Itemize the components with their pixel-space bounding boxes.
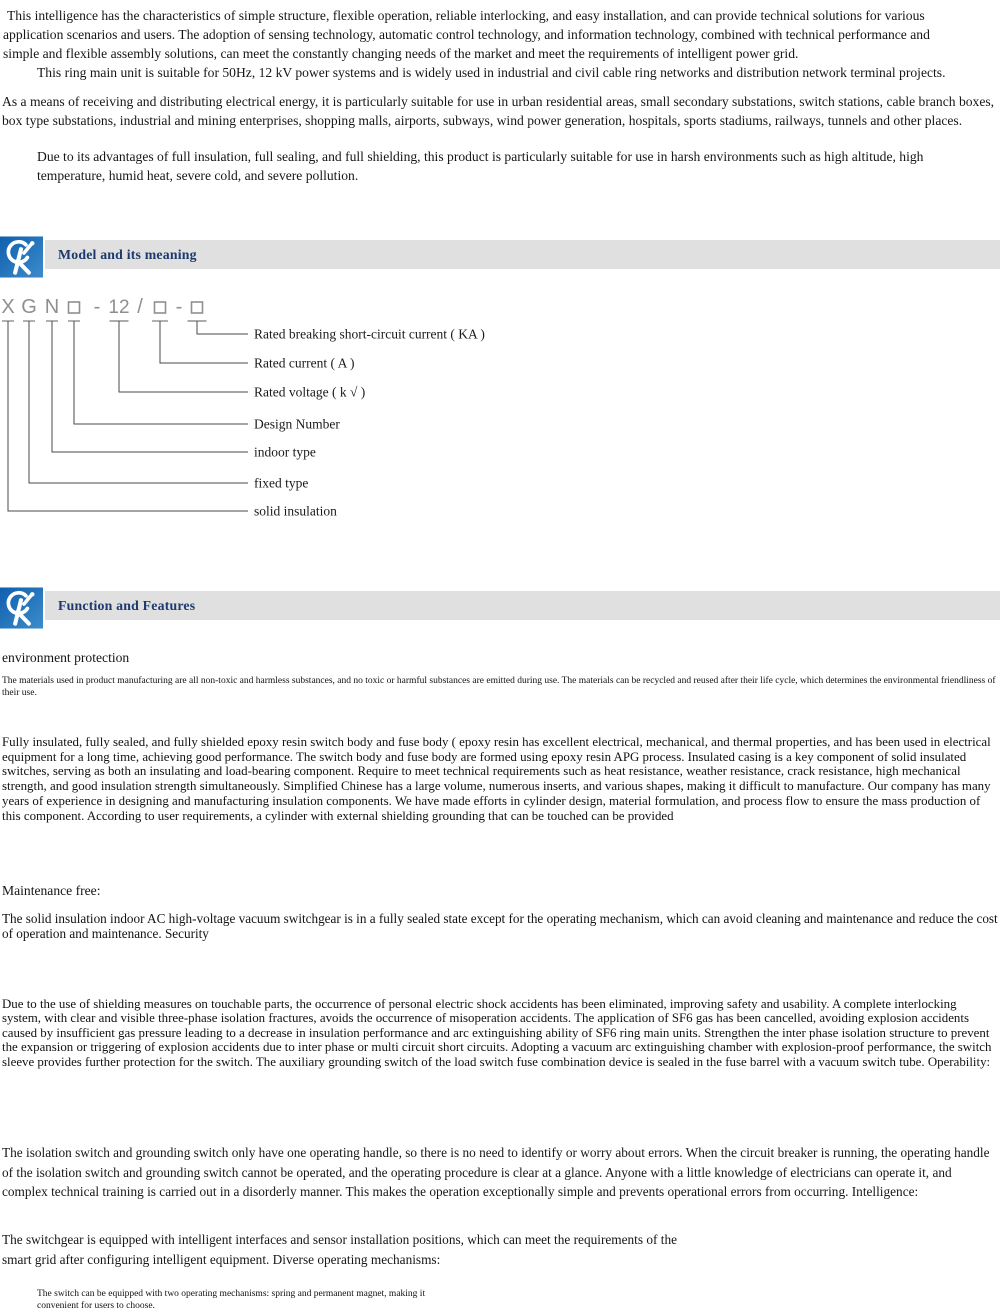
intro-paragraph-ring-main-unit: This ring main unit is suitable for 50Hz, 12 kV power systems and is widely used in industrial and civil cable ring networks and distribution network terminal projects. (37, 65, 946, 80)
brand-logo-icon (0, 587, 43, 629)
env-protection-heading: environment protection (2, 650, 130, 665)
intelligence-paragraph: The switchgear is equipped with intelligent interfaces and sensor installation positions, which can meet the requirements of the smart grid after configuring intelligent equipment. Diverse operating mechanisms: (2, 1232, 677, 1267)
section-title-features: Function and Features (58, 597, 196, 613)
model-label: Rated current ( A ) (254, 355, 355, 371)
model-label: indoor type (254, 444, 316, 460)
model-label: Rated voltage ( k √ ) (254, 384, 366, 400)
intro-paragraph-harsh-environments: Due to its advantages of full insulation, full sealing, and full shielding, this product is particularly suitable for use in harsh environments such as high altitude, high temperature, humid heat, severe cold, and severe pollution. (37, 149, 924, 183)
model-connector-line (52, 321, 248, 452)
insulation-paragraph: Fully insulated, fully sealed, and fully shielded epoxy resin switch body and fuse body ( epoxy resin has excellent electrical, mechanical, and thermal properties, and has been used in electrical equipment for a long time, achieving good performance. The switch body and fuse body are formed using epoxy resin APG process. Insulated casing is a key component of solid insulated switches, serving as both an insulating and load-bearing component. Require to meet technical requirements such as heat resistance, weather resistance, crack resistance, high mechanical strength, and good insulation strength simultaneously. Simplified Chinese has a large volume, numerous inserts, and various shapes, making it difficult to manufacture. Our company has many years of experience in designing and manufacturing insulation components. We have made efforts in cylinder design, material formulation, and process flow to ensure the mass production of this component. According to user requirements, a cylinder with external shielding grounding that can be touched can be provided (2, 735, 991, 823)
model-code-box (69, 302, 80, 313)
maintenance-free-heading: Maintenance free: (2, 883, 101, 898)
model-label: solid insulation (254, 503, 337, 519)
operating-mechanisms-note: The switch can be equipped with two operating mechanisms: spring and permanent magnet, making it convenient for users to choose. (37, 1289, 426, 1311)
model-label: Rated breaking short-circuit current ( KA ) (254, 326, 485, 342)
section-header-features (45, 591, 1000, 620)
model-designation-diagram (0, 285, 560, 525)
model-code-box (192, 302, 203, 313)
model-connector-line (197, 321, 248, 334)
model-code-char: 12 (108, 297, 130, 318)
intro-paragraph-applications: As a means of receiving and distributing electrical energy, it is particularly suitable for use in urban residential areas, small secondary substations, switch stations, cable branch boxes, box type substations, industrial and mining enterprises, shopping malls, airports, subways, wind power generation, hospitals, sports stadiums, railways, tunnels and other places. (2, 94, 995, 128)
maintenance-free-text: The solid insulation indoor AC high-voltage vacuum switchgear is in a fully sealed state except for the operating mechanism, which can avoid cleaning and maintenance and reduce the cost of operation and maintenance. Security (2, 911, 998, 942)
model-code-char: - (93, 296, 101, 318)
section-header-model (45, 240, 1000, 269)
section-title-model: Model and its meaning (58, 246, 197, 262)
model-connector-line (29, 321, 248, 483)
model-connector-line (74, 321, 248, 424)
env-protection-text: The materials used in product manufacturing are all non-toxic and harmless substances, and no toxic or harmful substances are emitted during use. The materials can be recycled and reused after their life cycle, which determines the environmental friendliness of their use. (2, 676, 996, 698)
model-connector-line (119, 321, 248, 392)
model-code-char: N (44, 296, 60, 318)
model-code-char: X (1, 296, 15, 318)
model-code-char: G (21, 296, 37, 318)
operability-paragraph: The isolation switch and grounding switch only have one operating handle, so there is no need to identify or worry about errors. When the circuit breaker is running, the operating handle of the isolation switch and grounding switch cannot be operated, and the operating procedure is clear at a glance. Anyone with a little knowledge of electricians can operate it, and complex technical training is carried out in a disorderly manner. This makes the operation exceptionally simple and prevents operational errors from occurring. Intelligence: (2, 1145, 990, 1199)
model-connector-line (160, 321, 248, 363)
model-label: Design Number (254, 416, 340, 432)
model-code-char: - (175, 296, 183, 318)
model-label: fixed type (254, 475, 309, 491)
model-code-char: / (137, 296, 143, 318)
model-code-box (155, 302, 166, 313)
brand-logo-icon (0, 236, 43, 278)
intro-paragraph-intelligence: This intelligence has the characteristics of simple structure, flexible operation, reliable interlocking, and easy installation, and can provide technical solutions for various application scenarios and users. The adoption of sensing technology, automatic control technology, and information technology, combined with technical performance and simple and flexible assembly solutions, can meet the constantly changing needs of the market and meet the requirements of intelligent power grid. (3, 8, 930, 61)
safety-paragraph: Due to the use of shielding measures on touchable parts, the occurrence of personal electric shock accidents has been eliminated, improving safety and usability. A complete interlocking system, with clear and visible three-phase isolation fractures, avoids the occurrence of misoperation accidents. The application of SF6 gas has been cancelled, avoiding explosion accidents caused by insufficient gas pressure leading to a decrease in insulation performance and arc extinguishing ability of SF6 ring main units. Strengthen the inter phase isolation structure to prevent the expansion or triggering of explosion accidents due to inter phase or multi circuit short circuits. Adopting a vacuum arc extinguishing chamber with explosion-proof performance, the switch sleeve provides further protection for the switch. The auxiliary grounding switch of the load switch fuse combination device is sealed in the fuse barrel with a vacuum switch tube. Operability: (2, 997, 992, 1069)
